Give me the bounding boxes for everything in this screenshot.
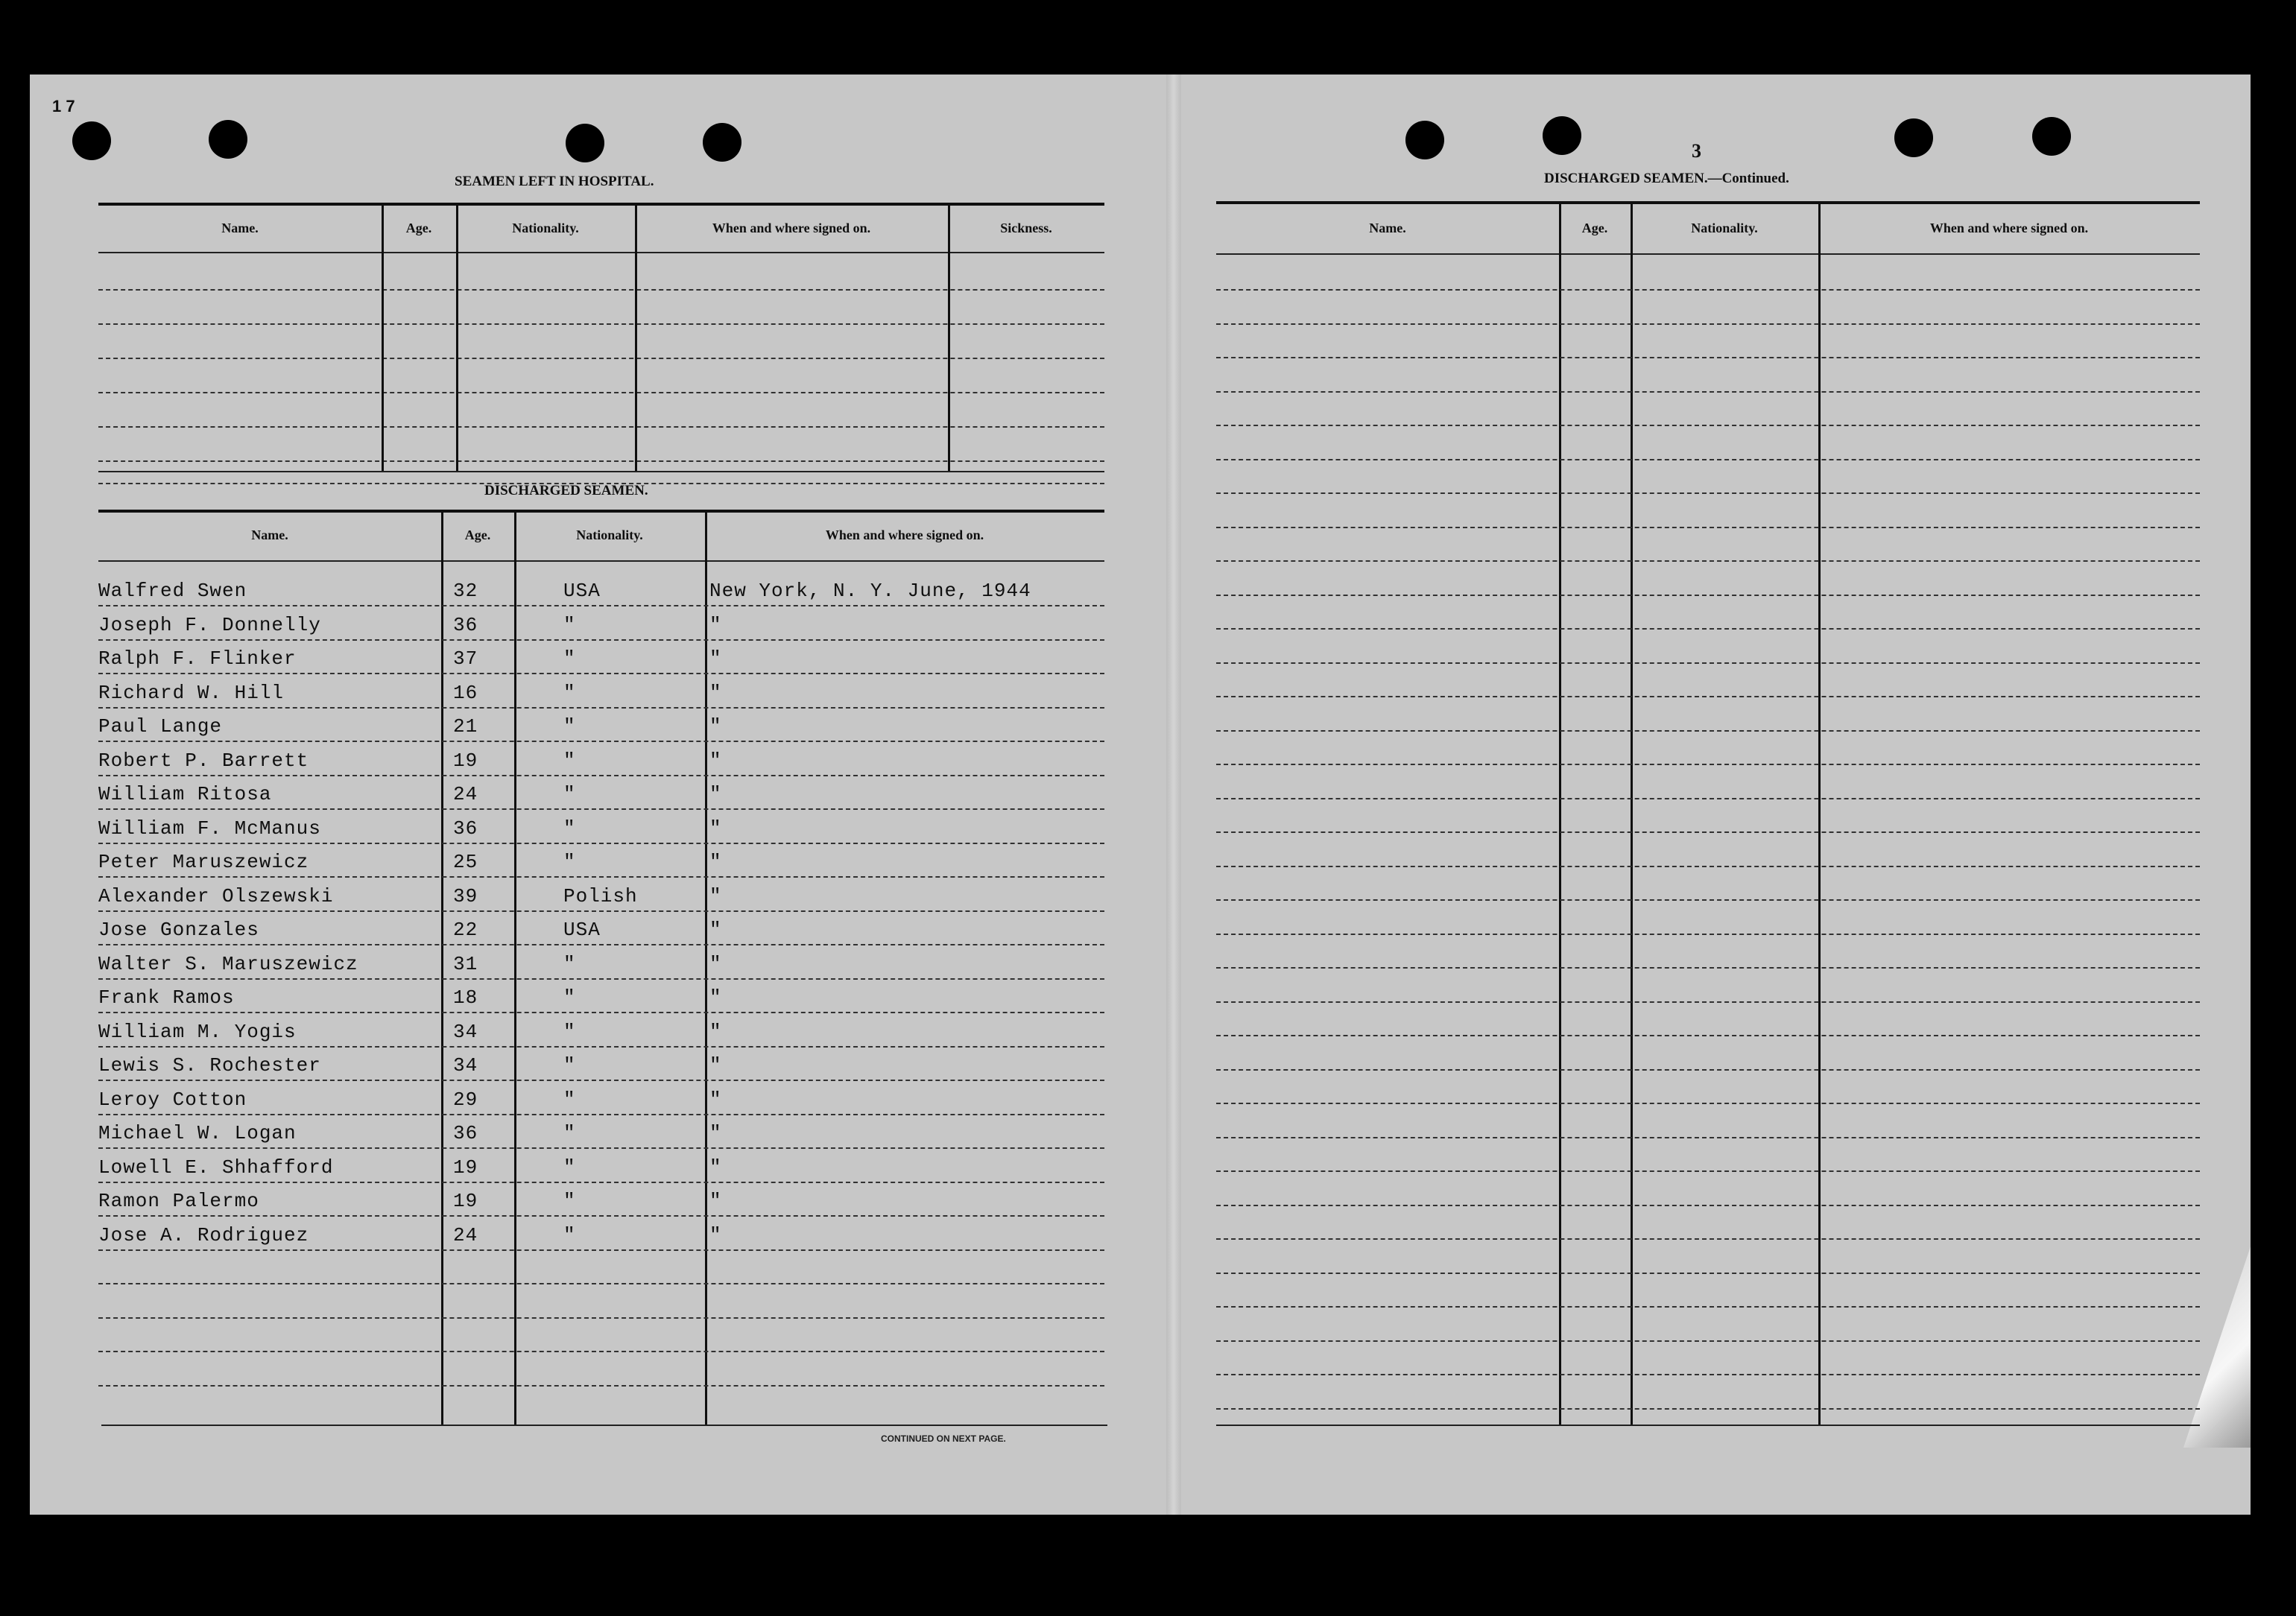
cell-age: 31 (453, 952, 478, 975)
cell-name: William F. McManus (98, 817, 321, 840)
cell-age: 36 (453, 1122, 478, 1144)
cell-age: 32 (453, 580, 478, 602)
table-row (1216, 1170, 2200, 1173)
cell-name: Richard W. Hill (98, 681, 285, 704)
continued-note: CONTINUED ON NEXT PAGE. (881, 1433, 1006, 1444)
cell-nationality: " (563, 1223, 576, 1246)
table-row (1216, 1306, 2200, 1309)
cell-age: 19 (453, 1190, 478, 1212)
table-row (1216, 628, 2200, 631)
cell-nationality: " (563, 1156, 576, 1179)
table-row (1216, 967, 2200, 970)
cell-nationality: " (563, 1020, 576, 1043)
column-divider (1631, 204, 1633, 1426)
document-sheet (30, 75, 2251, 1515)
table-rule (1216, 1425, 2200, 1426)
punch-hole (2032, 117, 2071, 156)
punch-hole (566, 124, 604, 162)
cell-signed-on: " (709, 884, 722, 907)
continued-header-nationality: Nationality. (1691, 221, 1758, 235)
table-row (98, 1249, 1104, 1252)
table-row (1216, 357, 2200, 360)
table-row (98, 775, 1104, 778)
cell-signed-on: " (709, 952, 722, 975)
table-row (1216, 560, 2200, 563)
table-row (1216, 1273, 2200, 1276)
cell-name: Ramon Palermo (98, 1190, 259, 1212)
page-number: 3 (1692, 140, 1701, 162)
hospital-header-age: Age. (405, 221, 432, 235)
table-row (98, 1114, 1104, 1117)
table-row (98, 1385, 1104, 1388)
discharged-header-name: Name. (251, 527, 288, 542)
cell-age: 29 (453, 1088, 478, 1111)
column-divider (705, 513, 707, 1426)
discharged-section-title: DISCHARGED SEAMEN. (484, 483, 648, 498)
table-row (1216, 1137, 2200, 1140)
cell-age: 16 (453, 681, 478, 704)
cell-name: Lowell E. Shhafford (98, 1156, 334, 1179)
table-row (98, 741, 1104, 744)
table-row (98, 1283, 1104, 1286)
table-rule (98, 471, 1104, 472)
table-row (1216, 391, 2200, 394)
cell-name: Michael W. Logan (98, 1122, 297, 1144)
column-divider (456, 206, 458, 471)
discharged-header-age: Age. (464, 527, 491, 542)
table-row (1216, 866, 2200, 869)
hospital-header-nationality: Nationality. (512, 221, 579, 235)
cell-signed-on: " (709, 1190, 722, 1212)
table-row (98, 707, 1104, 710)
table-row (98, 1012, 1104, 1015)
discharged-header-signed-on: When and where signed on. (825, 527, 984, 542)
hospital-header-signed-on: When and where signed on. (712, 221, 871, 235)
table-row (98, 323, 1104, 326)
cell-signed-on: " (709, 681, 722, 704)
cell-signed-on: " (709, 749, 722, 772)
punch-hole (72, 121, 111, 160)
cell-nationality: " (563, 851, 576, 873)
hospital-section-title: SEAMEN LEFT IN HOSPITAL. (455, 174, 654, 189)
table-row (98, 910, 1104, 913)
cell-nationality: " (563, 817, 576, 840)
cell-name: Joseph F. Donnelly (98, 613, 321, 636)
table-row (1216, 1238, 2200, 1241)
table-rule (1216, 201, 2200, 204)
cell-name: Robert P. Barrett (98, 749, 309, 772)
table-rule (98, 252, 1104, 253)
cell-nationality: " (563, 613, 576, 636)
table-rule (101, 1425, 1107, 1426)
cell-age: 22 (453, 919, 478, 941)
cell-nationality: Polish (563, 884, 638, 907)
table-row (1216, 1069, 2200, 1072)
hospital-header-sickness: Sickness. (1000, 221, 1052, 235)
punch-hole (1894, 118, 1933, 157)
continued-section-title: DISCHARGED SEAMEN.—Continued. (1544, 171, 1789, 186)
table-row (1216, 1374, 2200, 1377)
table-row (1216, 696, 2200, 699)
column-divider (441, 513, 443, 1426)
table-row (98, 1182, 1104, 1185)
page-fold (1166, 75, 1181, 1515)
discharged-header-nationality: Nationality. (576, 527, 643, 542)
cell-signed-on: " (709, 986, 722, 1009)
table-rule (98, 560, 1104, 562)
cell-name: William M. Yogis (98, 1020, 297, 1043)
column-divider (1818, 204, 1821, 1426)
table-row (98, 289, 1104, 292)
cell-name: Ralph F. Flinker (98, 647, 297, 670)
table-row (1216, 934, 2200, 937)
column-divider (948, 206, 950, 471)
cell-age: 36 (453, 613, 478, 636)
table-row (98, 1046, 1104, 1049)
cell-nationality: USA (563, 580, 601, 602)
table-row (98, 460, 1104, 463)
cell-nationality: " (563, 647, 576, 670)
cell-age: 24 (453, 783, 478, 805)
table-row (98, 978, 1104, 981)
cell-age: 19 (453, 1156, 478, 1179)
page-curl (2183, 1246, 2251, 1448)
table-row (1216, 730, 2200, 733)
punch-hole (703, 123, 741, 162)
table-row (1216, 492, 2200, 495)
table-row (1216, 595, 2200, 598)
table-row (1216, 289, 2200, 292)
table-row (1216, 527, 2200, 530)
cell-name: Frank Ramos (98, 986, 235, 1009)
cell-age: 21 (453, 715, 478, 738)
cell-signed-on: " (709, 919, 722, 941)
table-row (1216, 1205, 2200, 1208)
cell-name: William Ritosa (98, 783, 272, 805)
table-row (98, 358, 1104, 361)
cell-nationality: " (563, 681, 576, 704)
cell-age: 34 (453, 1020, 478, 1043)
continued-header-name: Name. (1369, 221, 1406, 235)
cell-nationality: " (563, 715, 576, 738)
table-row (1216, 459, 2200, 462)
cell-nationality: " (563, 1190, 576, 1212)
column-divider (514, 513, 516, 1426)
cell-age: 37 (453, 647, 478, 670)
punch-hole (209, 120, 247, 159)
table-row (98, 1317, 1104, 1320)
cell-age: 34 (453, 1054, 478, 1077)
cell-signed-on: " (709, 1223, 722, 1246)
table-row (1216, 1408, 2200, 1411)
table-row (98, 876, 1104, 879)
cell-signed-on: " (709, 715, 722, 738)
cell-signed-on: " (709, 647, 722, 670)
hospital-header-name: Name. (221, 221, 259, 235)
table-row (98, 1351, 1104, 1354)
corner-mark: 1 7 (52, 97, 75, 115)
cell-nationality: " (563, 1054, 576, 1077)
cell-nationality: " (563, 749, 576, 772)
table-rule (1216, 253, 2200, 255)
cell-nationality: " (563, 1122, 576, 1144)
table-row (98, 673, 1104, 676)
cell-signed-on: " (709, 1020, 722, 1043)
cell-signed-on: " (709, 1156, 722, 1179)
table-rule (98, 510, 1104, 513)
cell-name: Jose Gonzales (98, 919, 259, 941)
table-row (1216, 425, 2200, 428)
table-row (98, 426, 1104, 429)
cell-nationality: " (563, 1088, 576, 1111)
cell-nationality: " (563, 783, 576, 805)
cell-age: 24 (453, 1223, 478, 1246)
table-row (98, 1147, 1104, 1150)
cell-signed-on: " (709, 613, 722, 636)
cell-age: 25 (453, 851, 478, 873)
table-row (1216, 899, 2200, 902)
cell-nationality: " (563, 952, 576, 975)
column-divider (1559, 204, 1561, 1426)
cell-name: Paul Lange (98, 715, 223, 738)
table-row (1216, 1340, 2200, 1343)
cell-age: 39 (453, 884, 478, 907)
cell-nationality: " (563, 986, 576, 1009)
cell-name: Lewis S. Rochester (98, 1054, 321, 1077)
cell-name: Walfred Swen (98, 580, 247, 602)
table-row (98, 808, 1104, 811)
table-row (98, 1080, 1104, 1083)
continued-header-age: Age. (1581, 221, 1608, 235)
table-row (98, 639, 1104, 642)
cell-signed-on: " (709, 851, 722, 873)
punch-hole (1543, 116, 1581, 155)
table-row (1216, 1001, 2200, 1004)
column-divider (382, 206, 384, 471)
table-row (1216, 1103, 2200, 1106)
cell-name: Peter Maruszewicz (98, 851, 309, 873)
cell-age: 18 (453, 986, 478, 1009)
punch-hole (1405, 121, 1444, 159)
table-row (1216, 323, 2200, 326)
cell-name: Alexander Olszewski (98, 884, 334, 907)
table-row (1216, 831, 2200, 834)
cell-signed-on: New York, N. Y. June, 1944 (709, 580, 1031, 602)
cell-age: 36 (453, 817, 478, 840)
cell-signed-on: " (709, 783, 722, 805)
table-row (1216, 764, 2200, 767)
cell-signed-on: " (709, 1054, 722, 1077)
cell-age: 19 (453, 749, 478, 772)
table-row (98, 392, 1104, 395)
cell-name: Walter S. Maruszewicz (98, 952, 358, 975)
table-rule (98, 203, 1104, 206)
cell-signed-on: " (709, 1122, 722, 1144)
cell-nationality: USA (563, 919, 601, 941)
table-row (1216, 1035, 2200, 1038)
column-divider (635, 206, 637, 471)
cell-name: Jose A. Rodriguez (98, 1223, 309, 1246)
table-row (98, 605, 1104, 608)
table-row (98, 944, 1104, 947)
table-row (98, 843, 1104, 846)
continued-header-signed-on: When and where signed on. (1929, 221, 2089, 235)
cell-name: Leroy Cotton (98, 1088, 247, 1111)
cell-signed-on: " (709, 1088, 722, 1111)
table-row (1216, 662, 2200, 665)
cell-signed-on: " (709, 817, 722, 840)
table-row (98, 1215, 1104, 1218)
table-row (1216, 798, 2200, 801)
